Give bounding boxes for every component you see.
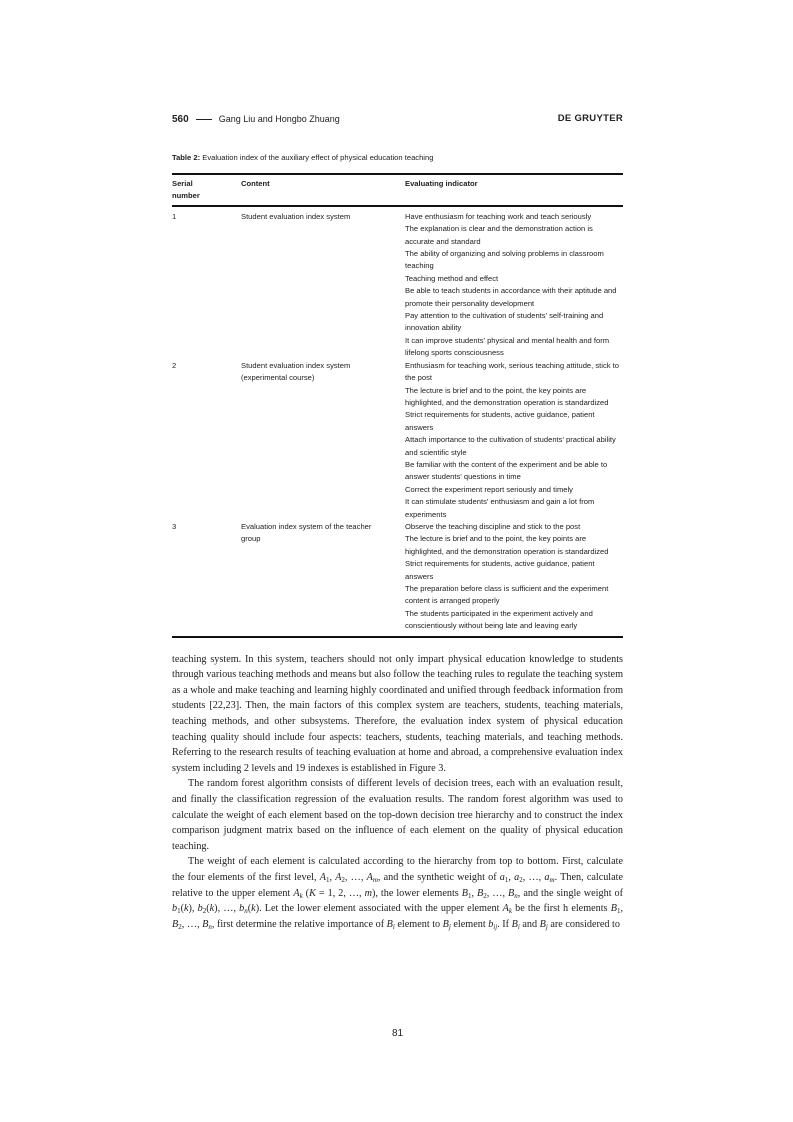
text-segment: , …, <box>522 871 545 883</box>
text-segment: B <box>610 903 617 915</box>
text-segment: K <box>309 887 316 899</box>
text-segment: A <box>366 871 373 883</box>
text-segment: ). Let the lower element associated with the upper element <box>255 903 503 915</box>
text-segment: , and the synthetic weight of <box>377 871 500 883</box>
indicator-item: The explanation is clear and the demonstration action is accurate and standard <box>405 224 593 246</box>
indicator-item: Be able to teach students in accordance with their aptitude and promote their personality development <box>405 286 617 308</box>
text-segment: 1 <box>177 907 181 916</box>
text-segment: 2 <box>202 907 207 916</box>
indicator-item: The lecture is brief and to the point, the key points are highlighted, and the demonstration operation is standardized <box>405 385 609 407</box>
text-segment: ), the lower elements <box>371 887 462 899</box>
running-header <box>172 113 623 126</box>
header-authors: Gang Liu and Hongbo Zhuang <box>218 114 340 124</box>
text-segment: , …, <box>486 887 509 899</box>
text-segment: n <box>208 922 212 931</box>
text-segment: A <box>293 887 300 899</box>
text-segment: ( <box>206 903 210 915</box>
text-segment: b <box>488 918 494 930</box>
text-segment: 1 <box>325 875 330 884</box>
text-segment: element <box>450 918 489 930</box>
table-row <box>172 206 623 360</box>
text-segment: n <box>514 891 518 900</box>
text-segment: 1 <box>504 875 509 884</box>
text-segment: ( <box>180 903 184 915</box>
indicator-item: Strict requirements for students, active guidance, patient answers <box>405 410 595 432</box>
text-segment: are considered to <box>547 918 620 930</box>
indicator-cell <box>405 360 623 521</box>
text-segment: B <box>511 918 518 930</box>
serial-cell: 1 <box>172 211 177 221</box>
indicator-item: The students participated in the experiment actively and conscientiously without being late and leaving early <box>405 608 593 631</box>
text-segment: element to <box>394 918 443 930</box>
body-text <box>172 652 623 933</box>
text-segment: The weight of each element is calculated according to the hierarchy from top to bottom. First, calculate the four elements of the first level, <box>172 856 623 883</box>
text-segment: i <box>392 922 395 931</box>
text-segment: k <box>209 903 215 915</box>
text-segment: b <box>172 903 178 915</box>
serial-cell: 2 <box>172 360 177 370</box>
page-number: 81 <box>391 1028 404 1039</box>
publisher-name: DE GRUYTER <box>557 113 623 124</box>
text-segment: . Then, calculate relative to the upper element <box>172 871 624 899</box>
text-segment: k <box>184 903 189 915</box>
text-segment: 2 <box>483 891 487 900</box>
indicator-item: Attach importance to the cultivation of students' practical ability and scientific style <box>405 435 616 457</box>
paragraph: teaching system. In this system, teachers should not only impart physical education knowledge to students through various teaching methods and means but also follow the teaching rules to regulate the teaching system as a whole and make teaching and learning highly coordinated and unified through feedback information from students [22,23]. Then, the main factors of this complex system are teachers, students, teaching materials, teaching methods, and other subsystems. Therefore, the evaluation index system of physical education teaching quality should include four aspects: teachers, students, teaching materials, and teaching methods. Referring to the research results of teaching evaluation at home and abroad, a comprehensive evaluation index system including 2 levels and 19 indexes is established in Figure 3. <box>172 653 623 774</box>
text-segment: 1 <box>616 907 621 916</box>
indicator-item: The lecture is brief and to the point, the key points are highlighted, and the demonstration operation is standardized <box>405 534 609 556</box>
indicator-item: Have enthusiasm for teaching work and teach seriously <box>405 211 592 221</box>
text-segment: , …, <box>344 871 367 883</box>
text-segment: B <box>386 918 393 930</box>
text-segment: , …, <box>181 918 203 930</box>
text-segment: B <box>442 918 449 930</box>
evaluation-index-table <box>172 173 623 638</box>
text-segment: = 1, 2, …, <box>315 887 365 899</box>
text-segment: a <box>544 871 550 883</box>
text-segment: B <box>461 887 468 899</box>
column-header-serial: Serial number <box>172 174 241 206</box>
content-cell: Student evaluation index system <box>241 211 351 221</box>
table-row <box>172 521 623 637</box>
text-segment: k <box>508 907 512 916</box>
indicator-item: It can stimulate students' enthusiasm and gain a lot from experiments <box>405 497 595 519</box>
text-segment: m <box>364 887 372 899</box>
text-segment: 2 <box>178 922 182 931</box>
indicator-item: It can improve students' physical and mental health and form lifelong sports consciousness <box>405 335 610 358</box>
text-segment: i <box>517 922 520 931</box>
text-segment: ), <box>188 903 198 915</box>
text-segment: b <box>197 903 203 915</box>
table-caption-text: Evaluation index of the auxiliary effect of physical education teaching <box>200 153 434 162</box>
indicator-item: The ability of organizing and solving problems in classroom teaching <box>405 249 604 271</box>
column-header-content: Content <box>241 174 405 206</box>
indicator-item: Pay attention to the cultivation of students' self-training and innovation ability <box>405 311 604 333</box>
indicator-item: Observe the teaching discipline and stick to the post <box>405 521 581 531</box>
text-segment: B <box>202 918 209 930</box>
text-segment: , and the single weight of <box>517 887 624 899</box>
text-segment: n <box>244 907 248 916</box>
indicator-cell <box>405 521 623 637</box>
text-segment: j <box>448 922 451 931</box>
indicator-item: Correct the experiment report seriously and timely <box>405 484 573 494</box>
indicator-item: Strict requirements for students, active guidance, patient answers <box>405 559 595 581</box>
indicator-item: The preparation before class is sufficient and the experiment content is arranged properly <box>405 584 609 606</box>
table-caption <box>172 153 623 163</box>
text-segment: 2 <box>341 875 345 884</box>
text-segment: , <box>508 871 515 883</box>
text-segment: , <box>329 871 336 883</box>
indicator-cell <box>405 206 623 360</box>
text-segment: B <box>477 887 484 899</box>
paragraph: The random forest algorithm consists of different levels of decision trees, each with an evaluation result, and finally the classification regression of the evaluation results. The random forest algorithm was used to calculate the weight of each element based on the top-down decision tree hierarchy and to construct the index comparison judgment matrix based on the influence of each element on the quality of physical education teaching. <box>172 778 623 852</box>
indicator-item: Teaching method and effect <box>405 273 499 283</box>
text-segment: m <box>372 875 378 884</box>
text-segment: and <box>519 918 540 930</box>
text-segment: j <box>545 922 548 931</box>
text-segment: A <box>335 871 342 883</box>
text-segment: , first determine the relative importance of <box>211 918 387 930</box>
table-caption-label: Table 2: <box>172 153 201 162</box>
indicator-item: Enthusiasm for teaching work, serious teaching attitude, stick to the post <box>405 360 619 383</box>
paragraph-weights <box>172 854 623 932</box>
text-segment: b <box>239 903 245 915</box>
text-segment: A <box>319 871 326 883</box>
text-segment: a <box>514 871 520 883</box>
text-segment: a <box>499 871 505 883</box>
text-segment: k <box>299 891 303 900</box>
text-segment: ( <box>302 887 310 899</box>
header-dash <box>196 119 212 120</box>
serial-cell: 3 <box>172 521 241 637</box>
journal-page-number: 560 <box>172 114 189 125</box>
text-segment: , <box>620 903 623 915</box>
content-cell: Evaluation index system of the teacher group <box>241 521 405 637</box>
text-segment: ( <box>247 903 252 915</box>
text-segment: . If <box>497 918 512 930</box>
text-segment: ij <box>493 922 498 931</box>
text-segment: 2 <box>519 875 523 884</box>
text-segment: 1 <box>467 891 472 900</box>
text-segment: ), …, <box>214 903 240 915</box>
text-segment: B <box>508 887 515 899</box>
text-segment: m <box>549 875 555 884</box>
text-segment: , <box>471 887 478 899</box>
text-segment: A <box>502 903 509 915</box>
text-segment: be the first h elements <box>511 903 611 915</box>
indicator-item: Be familiar with the content of the experiment and be able to answer students' questions in time <box>405 459 608 482</box>
text-segment: k <box>251 903 256 915</box>
text-segment: B <box>172 918 179 930</box>
table-row <box>172 360 623 521</box>
text-segment: B <box>539 918 546 930</box>
content-cell: Student evaluation index system (experimental course) <box>241 360 351 383</box>
column-header-indicator: Evaluating indicator <box>405 174 623 206</box>
